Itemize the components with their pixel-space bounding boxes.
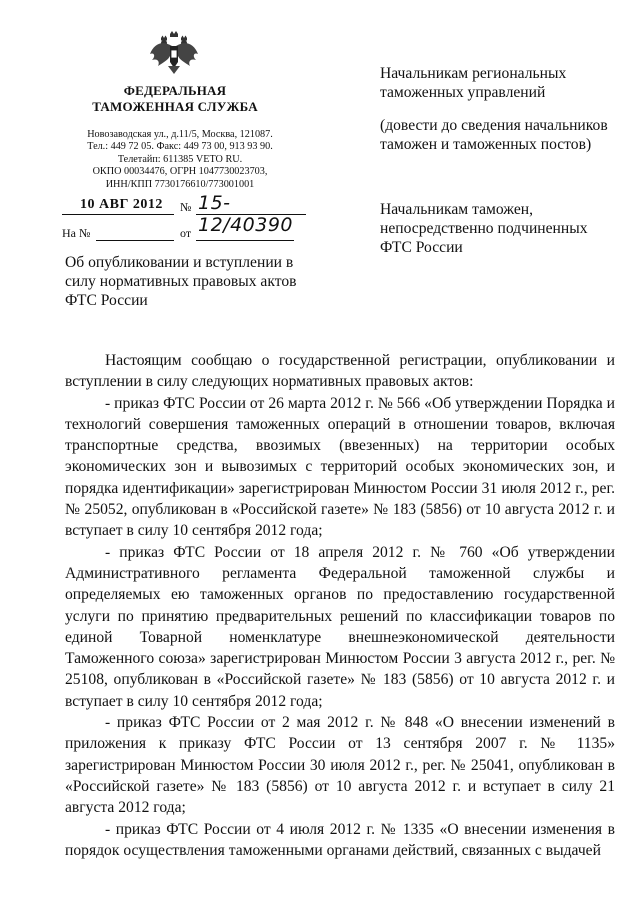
letter-date: 10 АВГ 2012 [80,197,163,212]
organization-address [60,129,300,191]
organization-name [60,83,290,115]
double-headed-eagle-icon [148,30,200,76]
on-number-label: На № [62,226,91,240]
on-number-underline [96,240,174,241]
from-underline [196,240,294,241]
body-item-1: - приказ ФТС России от 26 марта 2012 г. № 566 «Об утверждении Порядка и технологий совершения таможенных операций в отношении товаров, включая транспортные средства, ввозимых (ввезенных) на территории особых экономических зон и вывозимых с территорий особых экономических зон, и порядка идентификации» зарегистрирован Минюстом России 31 июля 2012 г., рег. № 25052, опубликован в «Российской газете» № 183 (5856) от 10 августа 2012 г. и вступает в силу 10 сентября 2012 года; [65,394,615,540]
addressee-customs: Начальникам таможен, непосредственно подчиненных ФТС России [380,201,588,256]
from-label: от [180,226,192,240]
body-item-2: - приказ ФТС России от 18 апреля 2012 г. № 760 «Об утверждении Административного регламента Федеральной таможенной службы и определяемых ею таможенных органов по предоставлению государственной услуги по принятию предварительных решений по классификации товаров по единой Товарной номенклатуре внешнеэкономической деятельности Таможенного союза» зарегистрирован Минюстом России 3 августа 2012 г., рег. № 25108, опубликован в «Российской газете» № 183 (5856) от 10 августа 2012 г. и вступает в силу 10 сентября 2012 года; [65,543,615,710]
addressee-note: (довести до сведения начальников таможен и таможенных постов) [380,117,608,153]
org-line-1: ФЕДЕРАЛЬНАЯ [123,83,227,98]
addressee-regional: Начальникам региональных таможенных управлений [380,65,567,101]
date-underline [62,214,174,215]
letter-subject: Об опубликовании и вступлении в силу нормативных правовых актов ФТС России [65,254,297,309]
address-line: ИНН/КПП 7730176610/773001001 [105,178,255,190]
letter-number: 15-12/40390 [198,192,294,236]
address-line: ОКПО 00034476, ОГРН 1047730023703, [92,166,268,178]
number-underline [196,214,306,215]
body-item-3: - приказ ФТС России от 2 мая 2012 г. № 848 «О внесении изменений в приложения к приказу ФТС России от 13 сентября 2007 г. № 1135» зарегистрирован Минюстом России 30 июля 2012 г., рег. № 25041, опубликован в «Российской газете» № 183 (5856) от 10 августа 2012 г. и вступает в силу 21 августа 2012 года; [65,714,615,817]
org-line-2: ТАМОЖЕННАЯ СЛУЖБА [92,99,258,114]
letter-body [65,350,615,861]
body-intro: Настоящим сообщаю о государственной регистрации, опубликовании и вступлении в силу следующих нормативных правовых актов: [65,352,615,391]
address-line: Телетайп: 611385 VETO RU. [117,153,243,165]
address-line: Тел.: 449 72 05. Факс: 449 73 00, 913 93 90. [87,141,273,153]
address-line: Новозаводская ул., д.11/5, Москва, 121087. [87,129,273,140]
number-sign: № [180,200,192,214]
body-item-4: - приказ ФТС России от 4 июля 2012 г. № 1335 «О внесении изменения в порядок осуществления таможенными органами действий, связанных с выдачей [65,820,615,859]
